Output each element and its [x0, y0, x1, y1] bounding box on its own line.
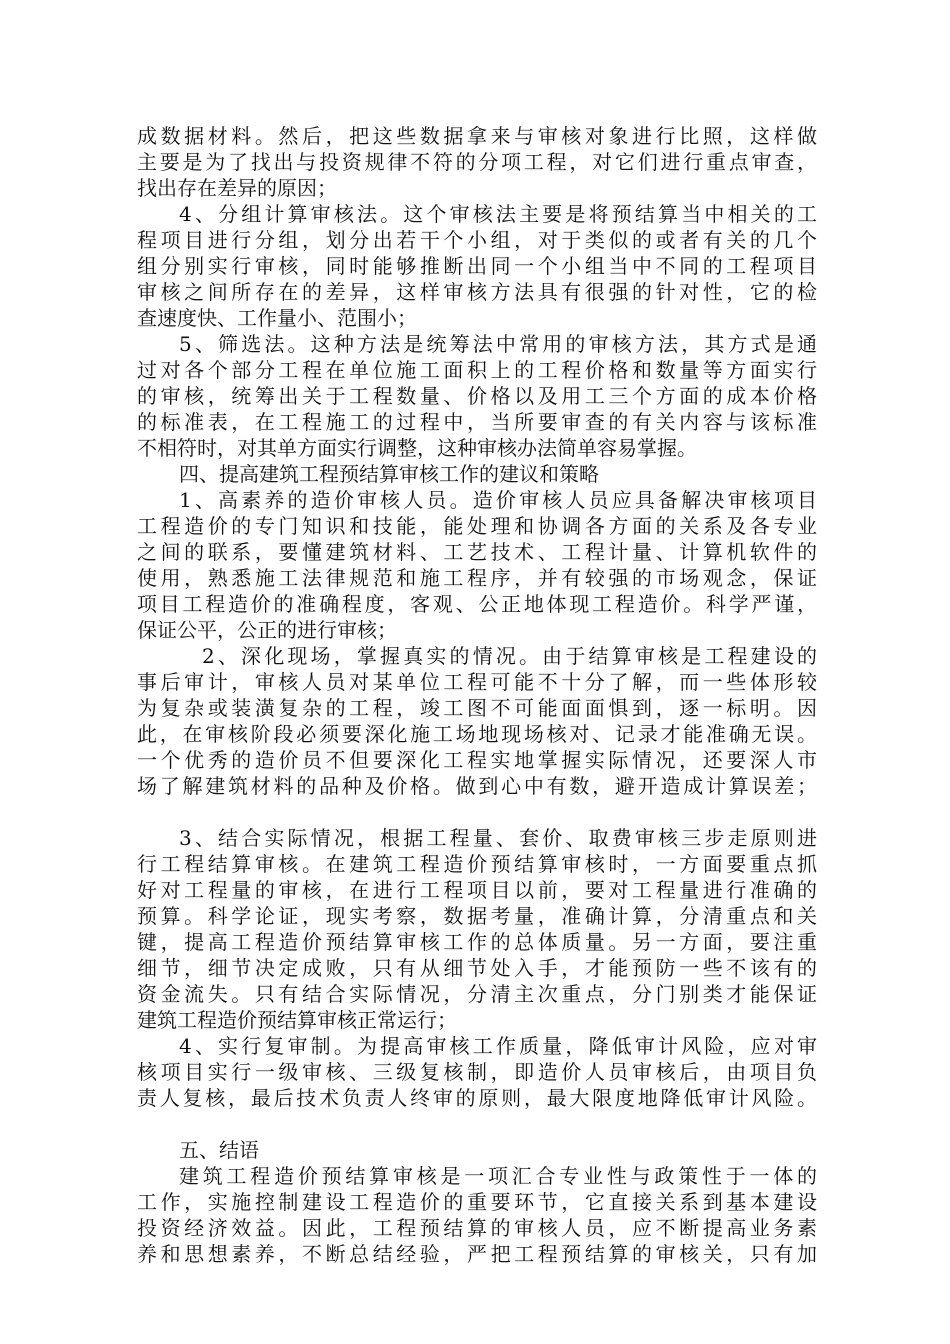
- text-line: 1、高素养的造价审核人员。造价审核人员应具备解决审核项目: [179, 488, 817, 512]
- text-line: 养和思想素养，不断总结经验，严把工程预结算的审核关，只有加: [137, 1242, 817, 1266]
- text-line: 责人复核，最后技术负责人终审的原则，最大限度地降低审计风险。: [137, 1086, 817, 1110]
- text-line: 建筑工程造价预结算审核是一项汇合专业性与政策性于一体的: [179, 1164, 817, 1188]
- text-line: 预算。科学论证，现实考察，数据考量，准确计算，分清重点和关: [137, 904, 817, 928]
- text-line: 工作，实施控制建设工程造价的重要环节，它直接关系到基本建设: [137, 1190, 817, 1214]
- text-line: 好对工程量的审核，在进行工程项目以前，要对工程量进行准确的: [137, 878, 817, 902]
- text-line: 4、分组计算审核法。这个审核法主要是将预结算当中相关的工: [179, 202, 817, 226]
- body-text: [137, 123, 817, 1267]
- blank-line: [137, 1111, 817, 1137]
- text-line: 事后审计，审核人员对某单位工程可能不十分了解，而一些体形较: [137, 670, 817, 694]
- text-line: 建筑工程造价预结算审核正常运行；: [137, 1008, 457, 1032]
- text-line: 场了解建筑材料的品种及价格。做到心中有数，避开造成计算误差；: [137, 774, 817, 798]
- text-line: 保证公平，公正的进行审核；: [137, 618, 397, 642]
- text-line: 之间的联系，要懂建筑材料、工艺技术、工程计量、计算机软件的: [137, 540, 817, 564]
- text-line: 5、筛选法。这种方法是统筹法中常用的审核方法，其方式是通: [179, 332, 817, 356]
- text-line: 使用，熟悉施工法律规范和施工程序，并有较强的市场观念，保证: [137, 566, 817, 590]
- text-line: 键，提高工程造价预结算审核工作的总体质量。另一方面，要注重: [137, 930, 817, 954]
- text-line: 查速度快、工作量小、范围小；: [137, 306, 417, 330]
- text-line: 找出存在差异的原因；: [137, 176, 337, 200]
- text-line: 四、提高建筑工程预结算审核工作的建议和策略: [179, 462, 599, 486]
- text-line: 资金流失。只有结合实际情况，分清主次重点，分门别类才能保证: [137, 982, 817, 1006]
- text-line: 五、结语: [179, 1138, 259, 1162]
- text-line: 不相符时，对其单方面实行调整，这种审核办法简单容易掌握。: [137, 436, 697, 460]
- blank-line: [137, 799, 817, 825]
- text-line: 为复杂或装潢复杂的工程，竣工图不可能面面惧到，逐一标明。因: [137, 696, 817, 720]
- text-line: 程项目进行分组，划分出若干个小组，对于类似的或者有关的几个: [137, 228, 817, 252]
- text-line: 成数据材料。然后，把这些数据拿来与审核对象进行比照，这样做: [137, 124, 817, 148]
- text-line: 组分别实行审核，同时能够推断出同一个小组当中不同的工程项目: [137, 254, 817, 278]
- text-line: 的审核，统筹出关于工程数量、价格以及用工三个方面的成本价格: [137, 384, 817, 408]
- text-line: 此，在审核阶段必须要深化施工场地现场核对、记录才能准确无误。: [137, 722, 817, 746]
- text-line: 过对各个部分工程在单位施工面积上的工程价格和数量等方面实行: [137, 358, 817, 382]
- text-line: 细节，细节决定成败，只有从细节处入手，才能预防一些不该有的: [137, 956, 817, 980]
- text-line: 核项目实行一级审核、三级复核制，即造价人员审核后，由项目负: [137, 1060, 817, 1084]
- text-line: 一个优秀的造价员不但要深化工程实地掌握实际情况，还要深人市: [137, 748, 817, 772]
- text-line: 4、实行复审制。为提高审核工作质量，降低审计风险，应对审: [179, 1034, 817, 1058]
- text-line: 审核之间所存在的差异，这样审核方法具有很强的针对性，它的检: [137, 280, 817, 304]
- text-line: 项目工程造价的准确程度，客观、公正地体现工程造价。科学严谨，: [137, 592, 817, 616]
- text-line: 主要是为了找出与投资规律不符的分项工程，对它们进行重点审查，: [137, 150, 817, 174]
- text-line: 行工程结算审核。在建筑工程造价预结算审核时，一方面要重点抓: [137, 852, 817, 876]
- text-line: 的标准表，在工程施工的过程中，当所要审查的有关内容与该标准: [137, 410, 817, 434]
- text-line: 投资经济效益。因此，工程预结算的审核人员，应不断提高业务素: [137, 1216, 817, 1240]
- text-line: 2、深化现场，掌握真实的情况。由于结算审核是工程建设的: [202, 644, 817, 668]
- text-line: 3、结合实际情况，根据工程量、套价、取费审核三步走原则进: [179, 826, 817, 850]
- text-line: 工程造价的专门知识和技能，能处理和协调各方面的关系及各专业: [137, 514, 817, 538]
